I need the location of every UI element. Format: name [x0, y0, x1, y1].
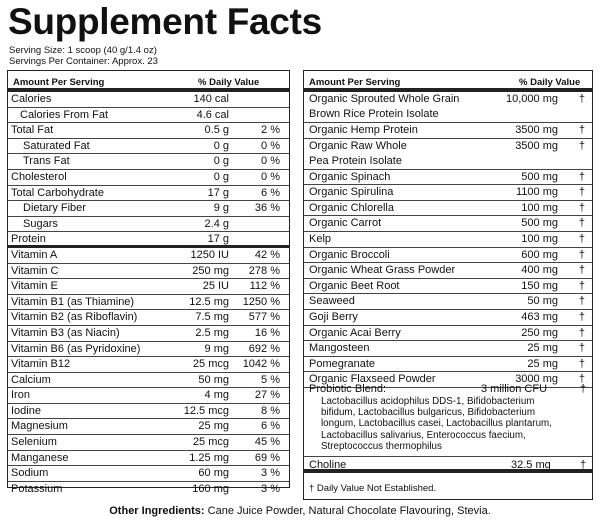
ingredient-row — [304, 170, 592, 186]
nutrient-amount: 0 g — [213, 139, 229, 152]
nutrient-row — [8, 139, 289, 155]
nutrient-amount: 4.6 cal — [196, 108, 229, 121]
nutrient-name: Protein — [11, 233, 46, 246]
nutrient-name: Cholesterol — [11, 170, 67, 183]
ingredient-row — [304, 341, 592, 357]
nutrient-name: Sugars — [23, 217, 58, 230]
ingredient-amount: 150 mg — [521, 279, 558, 292]
daily-value: 1042 % — [242, 358, 280, 371]
serving-size: Serving Size: 1 scoop (40 g/1.4 oz) — [9, 45, 157, 56]
ingredient-amount: 3500 mg — [515, 124, 558, 136]
nutrient-amount: 25 mcg — [192, 358, 229, 371]
nutrient-name: Vitamin B2 (as Riboflavin) — [11, 311, 138, 324]
nutrient-name: Calcium — [11, 373, 51, 386]
ingredient-name: Organic Spirulina — [309, 186, 394, 199]
ingredient-name: Kelp — [309, 232, 332, 245]
ingredient-name: Organic Carrot — [309, 217, 382, 230]
daily-value: 278 % — [248, 264, 280, 277]
ingredient-amount: 100 mg — [521, 232, 558, 245]
nutrient-name: Trans Fat — [23, 155, 70, 168]
ingredient-name: Organic Beet Root — [309, 279, 400, 292]
nutrient-amount: 17 g — [207, 186, 229, 199]
ingredient-name: Organic Spinach — [309, 170, 391, 183]
ingredient-row — [304, 279, 592, 295]
daily-value: 8 % — [261, 404, 280, 417]
dagger-mark: † — [578, 357, 585, 370]
nutrient-row — [8, 326, 289, 342]
ingredient-amount: 500 mg — [521, 170, 558, 183]
nutrient-amount: 0 g — [213, 155, 229, 168]
dagger-mark: † — [578, 295, 585, 308]
nutrients-header — [8, 71, 289, 92]
ingredient-amount: 50 mg — [527, 295, 558, 308]
nutrient-name: Total Carbohydrate — [11, 186, 104, 199]
nutrient-amount: 140 cal — [193, 93, 229, 105]
ingredient-name: Seaweed — [309, 295, 355, 308]
nutrient-row — [8, 186, 289, 202]
dagger-mark: † — [578, 201, 585, 214]
nutrient-amount: 250 mg — [192, 264, 229, 277]
nutrient-row — [8, 404, 289, 420]
nutrient-row — [8, 248, 289, 264]
nutrient-name: Sodium — [11, 467, 49, 480]
nutrient-amount: 1.25 mg — [189, 451, 229, 464]
ingredient-amount: 400 mg — [521, 264, 558, 277]
ingredient-name: Organic Acai Berry — [309, 326, 401, 339]
nutrient-name: Manganese — [11, 451, 69, 464]
ingredient-name: Organic Sprouted Whole Grain — [309, 93, 460, 105]
nutrient-name: Total Fat — [11, 124, 54, 137]
nutrient-amount: 25 IU — [202, 280, 229, 293]
daily-value: 112 % — [249, 280, 280, 293]
nutrient-row — [8, 232, 289, 248]
nutrient-amount: 60 mg — [198, 467, 229, 480]
daily-value: 42 % — [254, 248, 280, 261]
ingredient-amount: 3500 mg — [515, 139, 558, 152]
dagger-mark: † — [578, 186, 585, 199]
footnote: † Daily Value Not Established. — [309, 483, 437, 494]
nutrient-row — [8, 342, 289, 358]
ingredient-name-line2: Pea Protein Isolate — [309, 154, 402, 167]
nutrient-amount: 32.5 mg — [511, 459, 551, 471]
nutrient-row — [8, 201, 289, 217]
daily-value: 0 % — [261, 139, 280, 152]
nutrient-amount: 9 g — [213, 202, 229, 215]
daily-value: 577 % — [248, 311, 280, 324]
choline-row — [304, 456, 592, 473]
ingredient-name: Organic Flaxseed Powder — [309, 373, 436, 386]
nutrient-amount: 7.5 mg — [195, 311, 229, 324]
daily-value: 16 % — [254, 326, 280, 339]
nutrient-name: Vitamin C — [11, 264, 59, 277]
nutrient-row — [8, 310, 289, 326]
nutrient-row — [8, 373, 289, 389]
ingredient-amount: 463 mg — [521, 310, 558, 323]
nutrient-name: Magnesium — [11, 420, 68, 433]
daily-value-header: % Daily Value — [519, 77, 581, 88]
nutrient-amount: 17 g — [207, 233, 229, 246]
nutrient-row — [8, 108, 289, 124]
amount-header: Amount Per Serving — [13, 77, 105, 88]
dagger-mark: † — [578, 170, 585, 183]
ingredient-row — [304, 326, 592, 342]
ingredients-header — [304, 71, 592, 92]
nutrient-row — [8, 466, 289, 482]
nutrient-row — [8, 170, 289, 186]
daily-value: 6 % — [261, 420, 280, 433]
daily-value: 2 % — [261, 124, 280, 137]
ingredient-row — [304, 123, 592, 139]
nutrient-amount: 12.5 mg — [189, 295, 229, 308]
nutrient-amount: 1250 IU — [190, 248, 229, 261]
probiotic-strain-line: Lactobacillus acidophilus DDS-1, Bifidobacterium — [321, 396, 535, 407]
ingredient-row — [304, 92, 592, 123]
daily-value: 45 % — [254, 436, 280, 449]
probiotic-strain-line: Streptococcus thermophilus — [321, 440, 442, 452]
dagger-mark: † — [578, 373, 585, 386]
other-ingredients-label: Other Ingredients: — [109, 505, 205, 517]
nutrient-name: Iron — [11, 389, 30, 402]
ingredient-amount: 25 mg — [527, 342, 558, 355]
nutrient-amount: 4 mg — [204, 389, 229, 402]
ingredient-row — [304, 357, 592, 373]
nutrient-row — [8, 388, 289, 404]
nutrient-amount: 2.5 mg — [195, 326, 229, 339]
nutrient-name: Selenium — [11, 436, 57, 449]
nutrient-name: Calories — [11, 93, 52, 105]
ingredient-name: Organic Broccoli — [309, 248, 390, 261]
daily-value: 0 % — [261, 155, 280, 168]
nutrient-name: Vitamin B6 (as Pyridoxine) — [11, 342, 141, 355]
nutrient-row — [8, 279, 289, 295]
other-ingredients-text: Cane Juice Powder, Natural Chocolate Flavouring, Stevia. — [204, 505, 491, 517]
dagger-mark: † — [578, 232, 585, 245]
nutrient-row — [8, 357, 289, 373]
daily-value: 36 % — [254, 202, 280, 215]
dagger-mark: † — [578, 310, 585, 323]
nutrient-row — [8, 92, 289, 108]
daily-value-header: % Daily Value — [198, 77, 260, 88]
nutrient-row — [8, 154, 289, 170]
dagger-mark: † — [578, 326, 585, 339]
daily-value: 5 % — [261, 373, 280, 386]
ingredient-row — [304, 201, 592, 217]
probiotic-blend — [304, 382, 592, 452]
ingredient-amount: 25 mg — [527, 357, 558, 370]
daily-value: 6 % — [261, 186, 280, 199]
dagger-mark: † — [578, 279, 585, 292]
ingredient-name: Organic Raw Whole — [309, 139, 407, 152]
dagger-mark: † — [578, 217, 585, 230]
ingredient-name: Goji Berry — [309, 310, 358, 323]
nutrient-name: Vitamin B1 (as Thiamine) — [11, 295, 135, 308]
probiotic-amount: 3 million CFU — [481, 383, 548, 395]
daily-value: 692 % — [248, 342, 280, 355]
ingredient-row — [304, 139, 592, 170]
nutrient-row — [8, 217, 289, 233]
nutrient-amount: 0.5 g — [204, 124, 229, 137]
ingredient-row — [304, 185, 592, 201]
nutrient-row — [8, 482, 289, 498]
nutrient-amount: 2.4 g — [204, 217, 229, 230]
ingredient-row — [304, 216, 592, 232]
supplement-facts-title: Supplement Facts — [8, 1, 322, 42]
nutrient-name: Choline — [309, 459, 347, 471]
daily-value: 3 % — [261, 467, 280, 480]
nutrient-row — [8, 123, 289, 139]
ingredient-amount: 250 mg — [521, 326, 558, 339]
daily-value: 1250 % — [242, 295, 280, 308]
nutrient-amount: 25 mcg — [192, 436, 229, 449]
daily-value: 27 % — [254, 389, 280, 402]
servings-per-container: Servings Per Container: Approx. 23 — [9, 56, 158, 67]
ingredient-amount: 500 mg — [521, 217, 558, 230]
nutrient-amount: 160 mg — [192, 482, 229, 495]
ingredient-row — [304, 248, 592, 264]
nutrient-name: Iodine — [11, 404, 41, 417]
nutrient-name: Vitamin E — [11, 280, 58, 293]
probiotic-strain-line: bifidum, Lactobacillus bulgaricus, Bifidobacterium — [321, 407, 536, 419]
nutrient-row — [8, 295, 289, 311]
daily-value: 69 % — [254, 451, 280, 464]
ingredient-list — [304, 92, 592, 388]
ingredient-name: Organic Wheat Grass Powder — [309, 264, 456, 277]
ingredient-amount: 1100 mg — [516, 186, 558, 199]
ingredient-name: Organic Hemp Protein — [309, 124, 418, 136]
ingredient-name: Organic Chlorella — [309, 201, 394, 214]
dagger-mark: † — [578, 124, 585, 136]
ingredient-amount: 10,000 mg — [506, 93, 558, 105]
ingredient-row — [304, 263, 592, 279]
ingredient-amount: 100 mg — [521, 201, 558, 214]
ingredient-amount: 600 mg — [521, 248, 558, 261]
ingredients-panel — [303, 70, 593, 500]
probiotic-name: Probiotic Blend: — [309, 383, 387, 395]
nutrients-panel — [7, 70, 290, 495]
ingredient-name: Mangosteen — [309, 342, 370, 355]
ingredient-name-line2: Brown Rice Protein Isolate — [309, 108, 439, 120]
ingredient-row — [304, 310, 592, 326]
nutrient-amount: 0 g — [213, 170, 229, 183]
other-ingredients — [0, 505, 600, 517]
nutrient-name: Vitamin B3 (as Niacin) — [11, 326, 120, 339]
nutrient-amount: 25 mg — [198, 420, 229, 433]
dagger-mark: † — [578, 264, 585, 277]
probiotic-strain-line: longum, Lactobacillus casei, Lactobacillus plantarum, — [321, 418, 552, 430]
ingredient-row — [304, 294, 592, 310]
amount-header: Amount Per Serving — [309, 77, 401, 88]
ingredient-name: Pomegranate — [309, 357, 376, 370]
nutrient-row — [8, 435, 289, 451]
probiotic-strains — [304, 396, 592, 452]
nutrient-name: Calories From Fat — [20, 108, 109, 121]
nutrient-name: Dietary Fiber — [23, 202, 86, 215]
dagger-mark: † — [578, 248, 585, 261]
nutrient-amount: 9 mg — [204, 342, 229, 355]
probiotic-strain-line: Lactobacillus salivarius, Enterococcus faecium, — [321, 429, 526, 441]
nutrient-name: Potassium — [11, 482, 63, 495]
dagger-mark: † — [578, 342, 585, 355]
dagger-mark: † — [580, 383, 587, 395]
dagger-mark: † — [578, 139, 585, 152]
nutrient-list — [8, 92, 289, 497]
nutrient-name: Saturated Fat — [23, 139, 90, 152]
dagger-mark: † — [580, 459, 587, 471]
nutrient-row — [8, 264, 289, 280]
daily-value: 3 % — [261, 482, 280, 495]
nutrient-amount: 50 mg — [198, 373, 229, 386]
ingredient-amount: 3000 mg — [515, 373, 558, 386]
nutrient-row — [8, 451, 289, 467]
dagger-mark: † — [578, 93, 585, 105]
nutrient-name: Vitamin A — [11, 248, 58, 261]
nutrient-row — [8, 419, 289, 435]
daily-value: 0 % — [261, 170, 280, 183]
nutrient-amount: 12.5 mcg — [183, 404, 229, 417]
ingredient-row — [304, 232, 592, 248]
nutrient-name: Vitamin B12 — [11, 358, 71, 371]
